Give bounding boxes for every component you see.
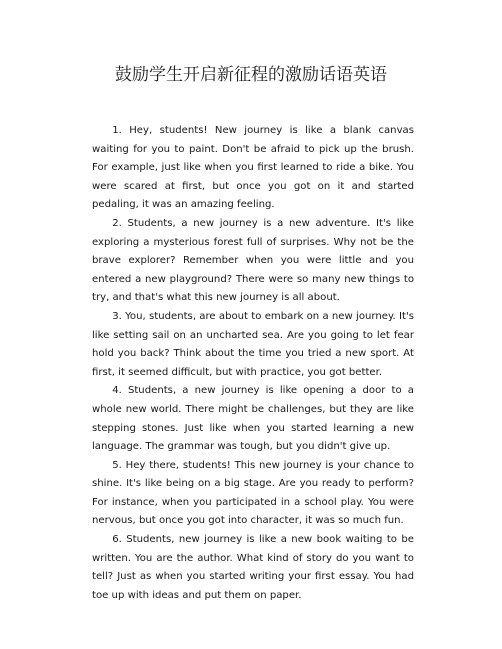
paragraph-1: 1. Hey, students! New journey is like a blank canvas waiting for you to paint. Don't be afraid to pick up the brush. For example, just like when you first learned to ride a bike. You were scared at first, but once you got on it and started pedaling, it was an amazing feeling.	[92, 125, 414, 211]
paragraph-6: 6. Students, new journey is like a new book waiting to be written. You are the author. What kind of story do you want to tell? Just as when you started writing your first essay. You had toe up with ideas and put them on paper.	[92, 534, 414, 601]
paragraph-2: 2. Students, a new journey is a new adventure. It's like exploring a mysterious forest full of surprises. Why not be the brave explorer? Remember when you were little and you entered a new playground? There were so many new things to try, and that's what this new journey is all about.	[92, 217, 414, 304]
paragraph-4: 4. Students, a new journey is like opening a door to a whole new world. There might be challenges, but they are like stepping stones. Just like when you started learning a new language. The grammar was tough, but you didn't give up.	[92, 385, 414, 453]
paragraph-3: 3. You, students, are about to embark on a new journey. It's like setting sail on an uncharted sea. Are you going to let fear hold you back? Think about the time you tried a new sport. At first, it seemed difficult, but with practice, you got better.	[92, 310, 414, 378]
document-body	[92, 122, 414, 605]
document-title: 鼓励学生开启新征程的激励话语英语	[115, 65, 387, 85]
paragraph-5: 5. Hey there, students! This new journey is your chance to shine. It's like being on a big stage. Are you ready to perform? For instance, when you participated in a school play. You were nervous, but once you got into character, it was so much fun.	[92, 459, 414, 527]
